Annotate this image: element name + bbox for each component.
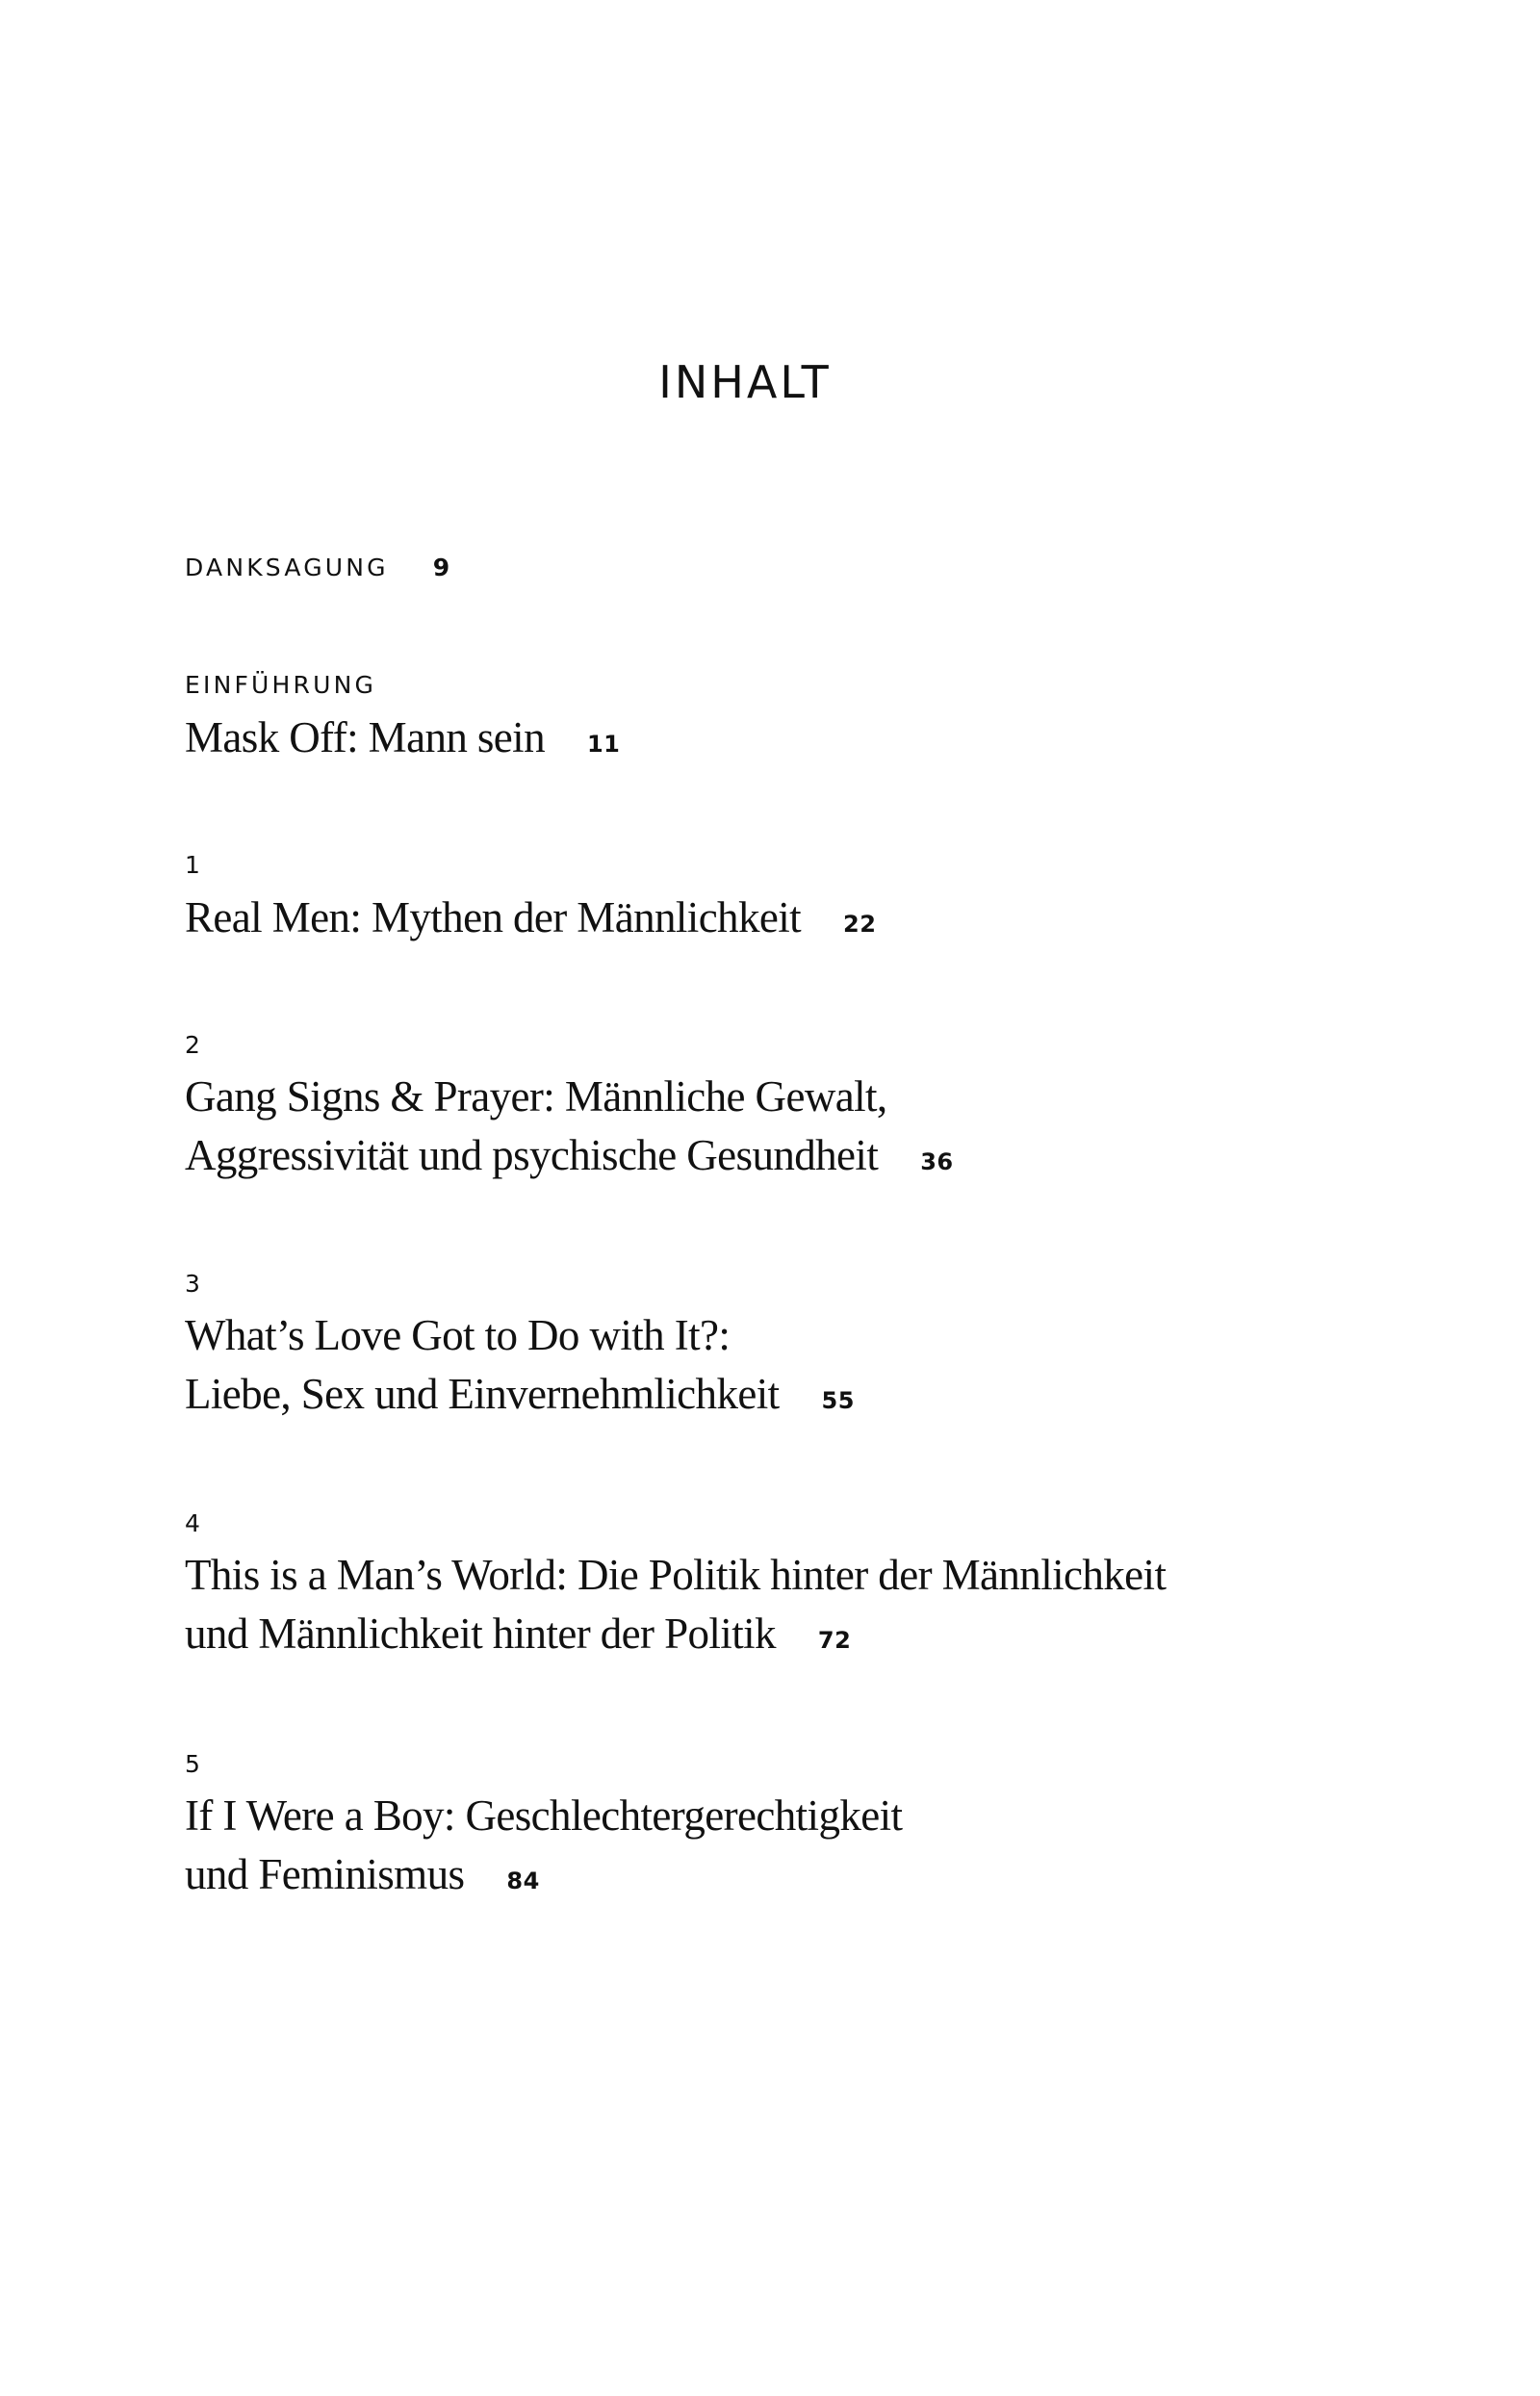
- page-number: 55: [821, 1387, 855, 1414]
- chapter-title-line: Mask Off: Mann sein: [185, 713, 545, 761]
- page-number: 22: [843, 911, 877, 938]
- toc-entry-einfuehrung[interactable]: [185, 708, 620, 767]
- chapter-title-line: Gang Signs & Prayer: Männliche Gewalt,: [185, 1072, 887, 1121]
- page-title: INHALT: [658, 356, 832, 408]
- chapter-title-line: Aggressivität und psychische Gesundheit: [185, 1131, 879, 1179]
- chapter-title-line: If I Were a Boy: Geschlechtergerechtigkeit: [185, 1791, 903, 1840]
- page-number: 84: [506, 1868, 540, 1894]
- toc-entry-chapter-5[interactable]: [185, 1787, 902, 1904]
- toc-heading: DANKSAGUNG: [185, 554, 389, 581]
- toc-entry-chapter-2[interactable]: [185, 1068, 954, 1185]
- chapter-title-line: und Männlichkeit hinter der Politik: [185, 1610, 776, 1658]
- page-number: 72: [817, 1627, 852, 1654]
- chapter-number: 5: [185, 1750, 200, 1778]
- chapter-title-line: und Feminismus: [185, 1850, 465, 1898]
- chapter-number: 4: [185, 1509, 200, 1537]
- chapter-title-line: What’s Love Got to Do with It?:: [185, 1311, 731, 1359]
- page-number: 9: [432, 554, 450, 581]
- chapter-title-line: Liebe, Sex und Einvernehmlichkeit: [185, 1370, 780, 1418]
- toc-entry-chapter-1[interactable]: [185, 889, 876, 947]
- toc-entry-chapter-4[interactable]: [185, 1546, 1166, 1663]
- toc-entry-danksagung[interactable]: [185, 555, 449, 580]
- chapter-title-line: This is a Man’s World: Die Politik hinter der Männlichkeit: [185, 1551, 1167, 1599]
- chapter-number: 3: [185, 1270, 200, 1298]
- chapter-number: 2: [185, 1031, 200, 1059]
- toc-label-einfuehrung: EINFÜHRUNG: [185, 671, 377, 699]
- chapter-title-line: Real Men: Mythen der Männlichkeit: [185, 893, 802, 941]
- page-number: 36: [920, 1148, 954, 1175]
- chapter-number: 1: [185, 851, 200, 879]
- toc-entry-chapter-3[interactable]: [185, 1306, 855, 1424]
- page-number: 11: [586, 731, 621, 758]
